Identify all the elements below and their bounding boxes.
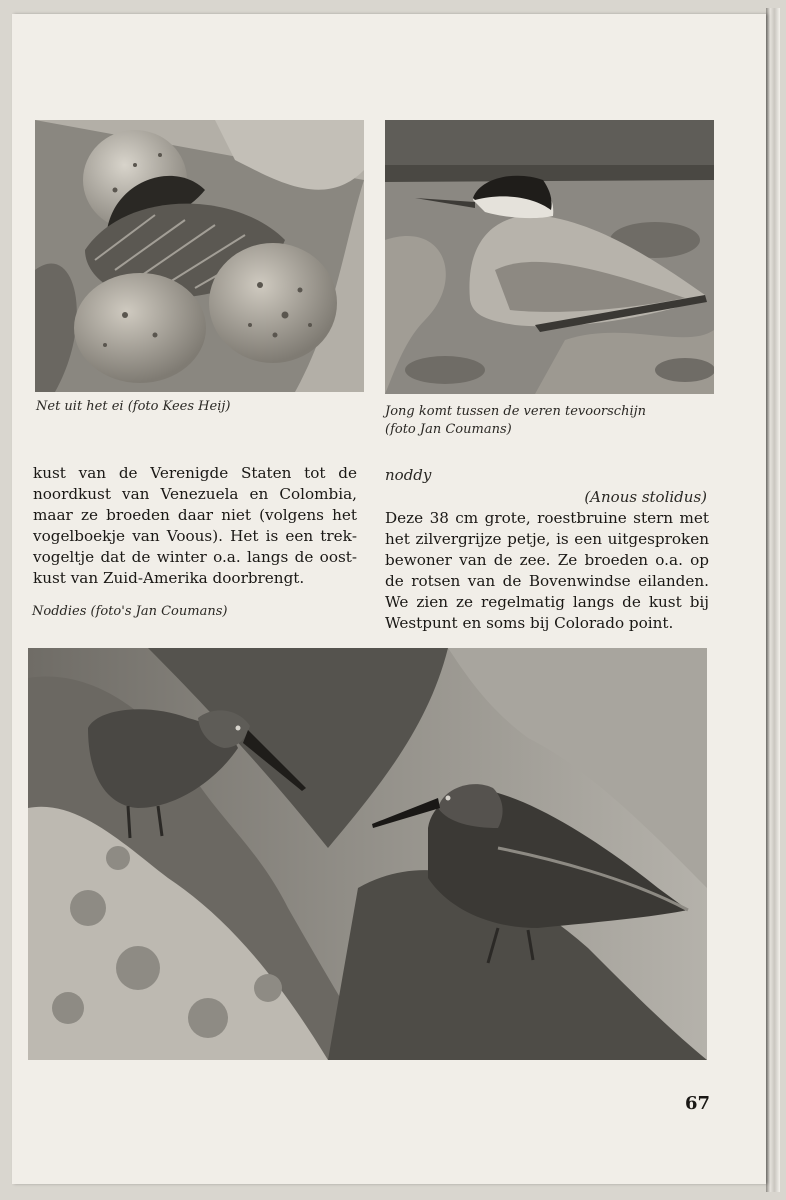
right-column-paragraph: Deze 38 cm grote, roestbruine stern met het zilvergrijze petje, is een uitgesproken bewoner van de zee. Ze broeden o.a. op de rotsen van de Bovenwindse eilanden. We zien ze regelmatig langs de kust bij Westpunt en soms bij Colorado point. [385, 509, 709, 632]
hatching-chick-illustration [35, 120, 364, 392]
page-number: 67 [684, 1093, 710, 1114]
photo-noddies [28, 648, 707, 1060]
species-latin-name: (Anous stolidus) [584, 488, 707, 506]
caption-tern [385, 403, 715, 439]
photo-hatching-chick [35, 120, 364, 392]
caption-hatching-chick: Net uit het ei (foto Kees Heij) [36, 399, 231, 414]
noddies-illustration [28, 648, 707, 1060]
page-edge [766, 8, 780, 1192]
left-column-paragraph: kust van de Verenigde Staten tot de noordkust van Venezuela en Colombia, maar ze broeden daar niet (volgens het vogelboekje van Voous). Het is een trekvogeltje dat de winter o.a. langs de oostkust van Zuid-Amerika doorbrengt. [33, 464, 357, 587]
caption-noddies: Noddies (foto's Jan Coumans) [32, 604, 228, 619]
species-common-name: noddy [385, 466, 432, 484]
photo-tern [385, 120, 714, 394]
caption-tern-line-2: (foto Jan Coumans) [385, 422, 512, 437]
tern-illustration [385, 120, 714, 394]
caption-tern-line-1: Jong komt tussen de veren tevoorschijn [385, 404, 647, 419]
